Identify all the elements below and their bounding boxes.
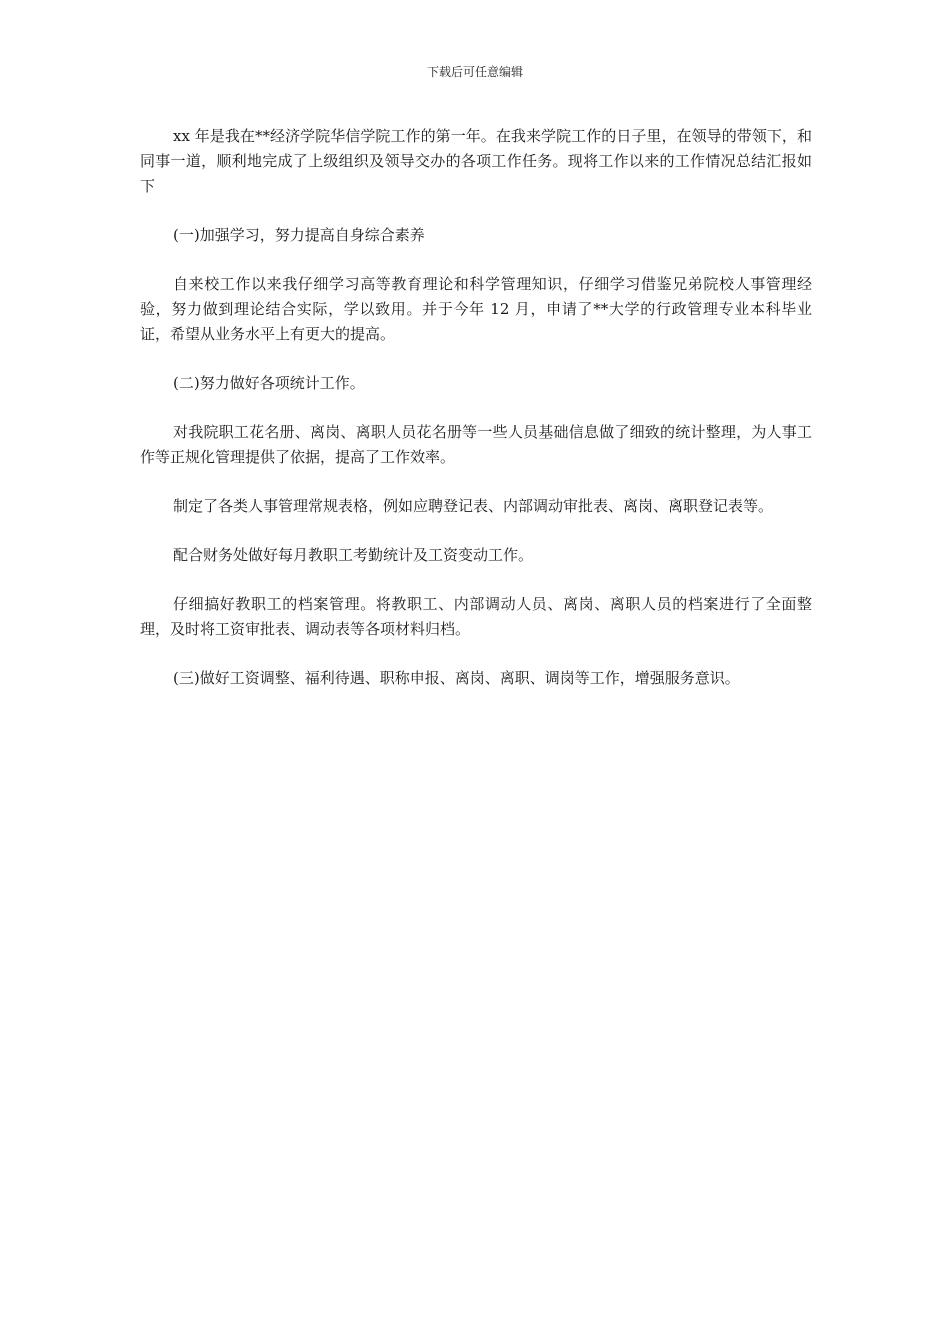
body-paragraph: 配合财务处做好每月教职工考勤统计及工资变动工作。	[173, 546, 534, 564]
section-heading-3: (三)做好工资调整、福利待遇、职称申报、离岗、离职、调岗等工作，增强服务意识。	[173, 669, 740, 687]
body-paragraph: 仔细搞好教职工的档案管理。将教职工、内部调动人员、离岗、离职人员的档案进行了全面整理，及时将工资审批表、调动表等各项材料归档。	[140, 595, 812, 638]
body-paragraph: 制定了各类人事管理常规表格，例如应聘登记表、内部调动审批表、离岗、离职登记表等。	[173, 497, 774, 515]
body-paragraph: 对我院职工花名册、离岗、离职人员花名册等一些人员基础信息做了细致的统计整理，为人事工作等正规化管理提供了依据，提高了工作效率。	[140, 423, 812, 466]
page-header: 下载后可任意编辑	[426, 65, 523, 79]
document-body	[140, 124, 812, 715]
section-heading-2: (二)努力做好各项统计工作。	[173, 374, 365, 392]
intro-paragraph: xx 年是我在**经济学院华信学院工作的第一年。在我来学院工作的日子里，在领导的带领下，和同事一道，顺利地完成了上级组织及领导交办的各项工作任务。现将工作以来的工作情况总结汇报如下	[140, 127, 812, 195]
section-heading-1: (一)加强学习，努力提高自身综合素养	[173, 226, 425, 244]
body-paragraph: 自来校工作以来我仔细学习高等教育理论和科学管理知识，仔细学习借鉴兄弟院校人事管理经验，努力做到理论结合实际，学以致用。并于今年 12 月，申请了**大学的行政管理专业本科毕业证，希望从业务水平上有更大的提高。	[140, 275, 812, 343]
